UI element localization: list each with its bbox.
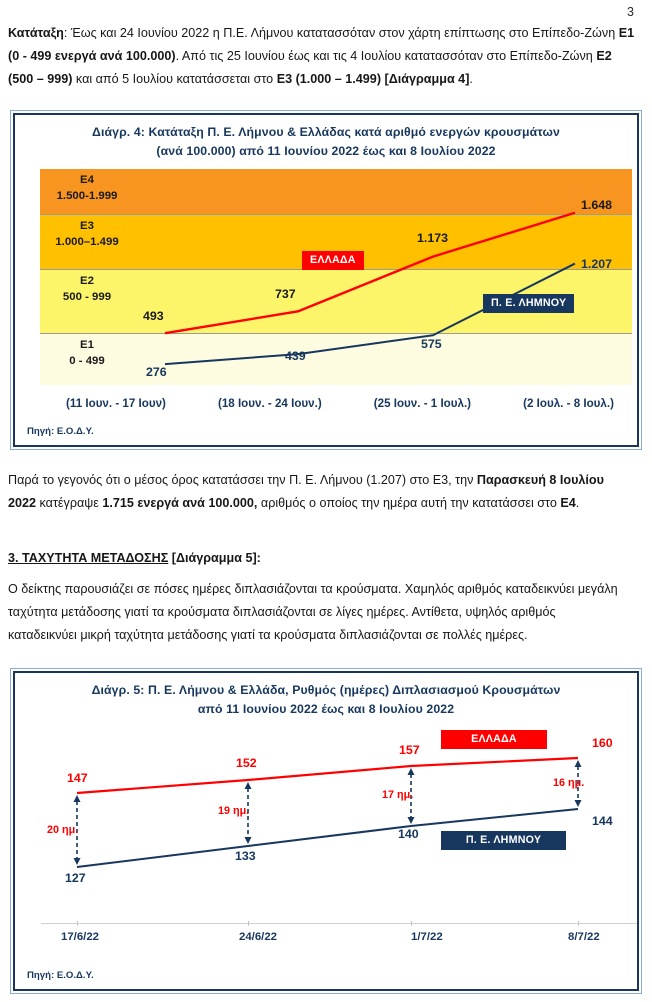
gap-label-1: 20 ημ.: [47, 824, 79, 836]
zone-band-e4-range: 1.500-1.999: [56, 189, 118, 202]
paragraph-ranking-text-1: : Έως και 24 Ιουνίου 2022 η Π.Ε. Λήμνου κατατασσόταν στον χάρτη επίπτωσης στο Επίπεδο-Ζώνη: [63, 26, 619, 40]
xaxis2-tick-2: 24/6/22: [239, 931, 278, 943]
chart-diagram-4-lines: [40, 169, 632, 384]
paragraph-ranking-bold-3: Ε3 (1.000 – 1.499) [Διάγραμμα 4]: [276, 72, 470, 86]
chart-diagram-4: [10, 110, 642, 450]
axis-tick-mark-3: [411, 921, 412, 926]
data-label-limnos-3: 575: [421, 337, 442, 351]
xaxis-tick-1: (11 Ιουν. - 17 Ιουν): [66, 397, 166, 410]
chart-diagram-5: [10, 668, 642, 994]
paragraph-ranking: [8, 22, 640, 91]
paragraph-ranking-text-4: .: [469, 72, 473, 86]
zone-band-e2-code: E2: [80, 275, 94, 287]
gap-label-4: 16 ημ.: [553, 777, 585, 789]
series-line-ellada: [165, 213, 575, 333]
chart-diagram-5-axis-line: [41, 923, 637, 924]
zone-band-e2-range: 500 - 999: [62, 290, 112, 303]
paragraph-average-bold-1: Παρασκευή 8 Ιουλίου 2022: [8, 473, 604, 510]
paragraph-ranking-lead: Κατάταξη: [8, 26, 64, 40]
zone-band-e1-code: E1: [80, 339, 94, 351]
paragraph-average-bold-3: Ε4: [560, 496, 576, 510]
chart-diagram-4-inner: [13, 113, 639, 447]
data-label-ellada2-3: 157: [399, 743, 420, 757]
chart-diagram-4-xaxis: [40, 397, 640, 410]
chart-diagram-4-title-line1: Διάγρ. 4: Κατάταξη Π. Ε. Λήμνου & Ελλάδας κατά αριθμό ενεργών κρουσμάτων: [92, 125, 560, 139]
paragraph-ranking-bold-2: Ε2 (500 – 999): [8, 49, 612, 86]
paragraph-average-text-3: αριθμός ο οποίος την ημέρα αυτή την κατατάσσει στο: [257, 496, 561, 510]
zone-band-e1-range: 0 - 499: [69, 354, 105, 367]
chart-diagram-5-plot: [41, 731, 637, 923]
chart-diagram-5-inner: [13, 671, 639, 991]
chart-diagram-5-title-line2: από 11 Ιουνίου 2022 έως και 8 Ιουλίου 2022: [197, 702, 455, 716]
data-label-ellada2-4: 160: [592, 736, 613, 750]
data-label-limnos-4: 1.207: [581, 257, 613, 271]
axis-tick-mark-2: [248, 921, 249, 926]
data-label-ellada2-1: 147: [67, 771, 88, 785]
legend-tag-limnos-2[interactable]: Π. Ε. ΛΗΜΝΟΥ: [441, 831, 566, 850]
gap-label-3: 17 ημ.: [382, 789, 414, 801]
xaxis-tick-2: (18 Ιουν. - 24 Ιουν.): [217, 397, 322, 410]
chart-diagram-4-title-line2: (ανά 100.000) από 11 Ιουνίου 2022 έως και 8 Ιουλίου 2022: [156, 144, 496, 158]
chart-diagram-4-source: Πηγή: Ε.Ο.Δ.Υ.: [27, 426, 94, 437]
paragraph-average-text-1: Παρά το γεγονός ότι ο μέσος όρος κατατάσσει την Π. Ε. Λήμνου (1.207) στο Ε3, την: [8, 473, 477, 487]
legend-tag-limnos[interactable]: Π. Ε. ΛΗΜΝΟΥ: [483, 294, 574, 313]
section-heading-transmission-speed: [8, 551, 508, 565]
paragraph-transmission: Ο δείκτης παρουσιάζει σε πόσες ημέρες διπλασιάζονται τα κρούσματα. Χαμηλός αριθμός καταδεικνύει μεγάλη ταχύτητα μετάδοσης γιατί τα κρούσματα διπλασιάζονται σε λίγες ημέρες. Αντίθετα, υψηλός αριθμός καταδεικνύει μικρή ταχύτητα μετάδοσης γιατί τα κρούσματα διπλασιάζονται σε πολλές ημέρες.: [8, 582, 618, 642]
zone-band-e3-code: E3: [80, 220, 94, 232]
section-heading-rest: [Διάγραμμα 5]:: [168, 551, 261, 565]
page-number: 3: [627, 5, 634, 19]
paragraph-ranking-text-2: . Από τις 25 Ιουνίου έως και τις 4 Ιουλίου κατατασσόταν στο Επίπεδο-Ζώνη: [175, 49, 597, 63]
data-label-ellada2-2: 152: [236, 756, 257, 770]
axis-tick-mark-4: [578, 921, 579, 926]
chart-diagram-5-title: [15, 681, 637, 719]
chart-diagram-5-title-line1: Διάγρ. 5: Π. Ε. Λήμνου & Ελλάδα, Ρυθμός (ημέρες) Διπλασιασμού Κρουσμάτων: [91, 683, 561, 697]
gap-label-2: 19 ημ.: [218, 805, 250, 817]
data-label-ellada-1: 493: [143, 309, 164, 323]
xaxis-tick-4: (2 Ιουλ. - 8 Ιουλ.): [523, 397, 614, 410]
paragraph-average-text-2: κατέγραψε: [36, 496, 103, 510]
data-label-limnos2-3: 140: [398, 827, 419, 841]
paragraph-average-bold-2: 1.715 ενεργά ανά 100.000,: [102, 496, 258, 510]
section-heading-underlined: 3. ΤΑΧΥΤΗΤΑ ΜΕΤΑΔΟΣΗΣ: [8, 551, 169, 565]
data-label-limnos2-1: 127: [65, 871, 86, 885]
paragraph-ranking-bold-1: Ε1 (0 - 499 ενεργά ανά 100.000): [8, 26, 635, 63]
zone-band-e3-range: 1.000–1.499: [55, 235, 119, 248]
data-label-limnos-2: 439: [285, 349, 306, 363]
series-line-limnos: [165, 264, 575, 365]
legend-tag-ellada-2[interactable]: ΕΛΛΑΔΑ: [441, 730, 547, 749]
paragraph-average: [8, 469, 632, 515]
chart-diagram-5-source: Πηγή: Ε.Ο.Δ.Υ.: [27, 970, 94, 981]
legend-tag-ellada[interactable]: ΕΛΛΑΔΑ: [302, 251, 364, 270]
paragraph-ranking-text-3: και από 5 Ιουλίου κατατάσσεται στο: [72, 72, 277, 86]
data-label-ellada-2: 737: [275, 287, 296, 301]
data-label-limnos-1: 276: [146, 365, 167, 379]
axis-tick-mark-1: [77, 921, 78, 926]
data-label-ellada-3: 1.173: [417, 231, 449, 245]
zone-band-e4-code: E4: [80, 174, 94, 186]
data-label-ellada-4: 1.648: [581, 198, 613, 212]
series-line-ellada-2: [77, 758, 578, 793]
xaxis2-tick-3: 1/7/22: [411, 931, 443, 943]
xaxis2-tick-1: 17/6/22: [61, 931, 100, 943]
chart-diagram-4-title: [15, 123, 637, 161]
chart-diagram-4-plot: [40, 169, 632, 385]
data-label-limnos2-4: 144: [592, 814, 613, 828]
paragraph-average-text-4: .: [575, 496, 580, 510]
chart-diagram-5-lines: [41, 731, 637, 923]
xaxis2-tick-4: 8/7/22: [568, 931, 600, 943]
xaxis-tick-3: (25 Ιουν. - 1 Ιουλ.): [373, 397, 472, 410]
data-label-limnos2-2: 133: [235, 849, 256, 863]
